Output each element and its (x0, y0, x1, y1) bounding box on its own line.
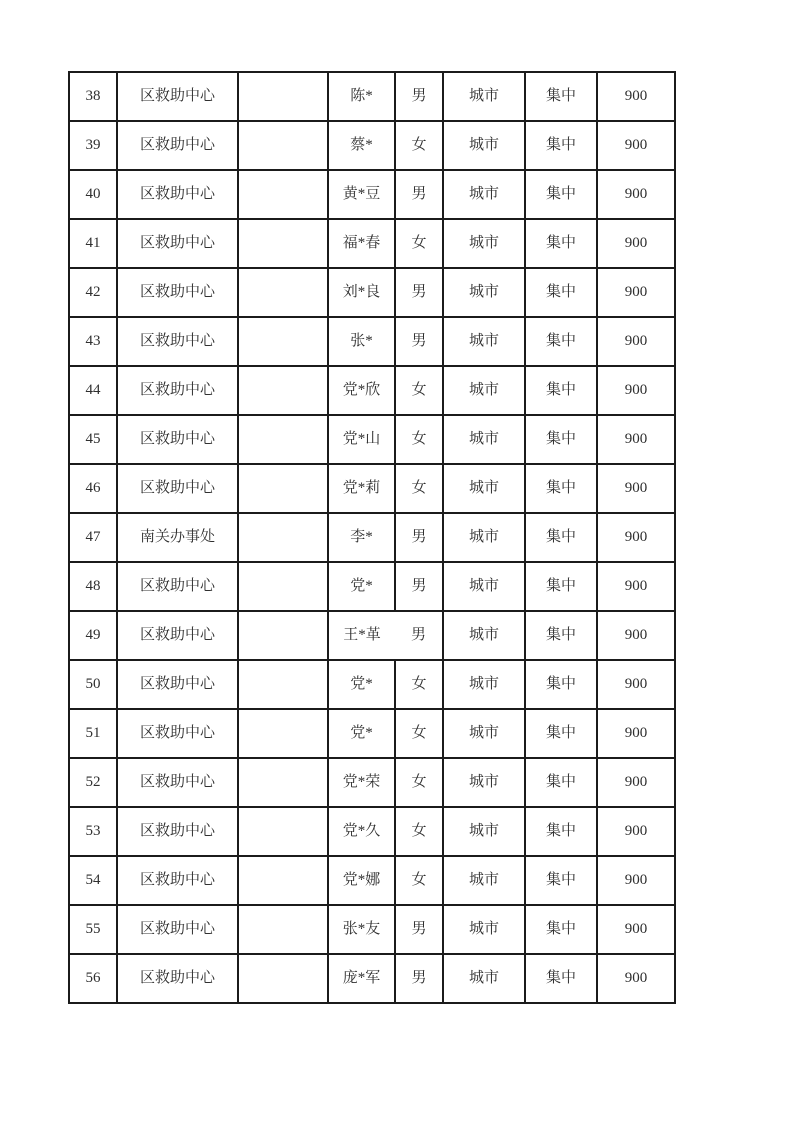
table-row (69, 366, 675, 415)
cell-amount: 900 (597, 905, 675, 954)
cell-extra (238, 856, 328, 905)
cell-method: 集中 (525, 513, 597, 562)
cell-category: 城市 (443, 611, 525, 660)
cell-gender: 男 (395, 268, 443, 317)
cell-no: 44 (69, 366, 117, 415)
cell-name: 张* (328, 317, 395, 366)
cell-no: 55 (69, 905, 117, 954)
cell-no: 43 (69, 317, 117, 366)
cell-amount: 900 (597, 856, 675, 905)
cell-unit: 南关办事处 (117, 513, 238, 562)
cell-method: 集中 (525, 317, 597, 366)
cell-unit: 区救助中心 (117, 121, 238, 170)
cell-extra (238, 660, 328, 709)
table-row (69, 562, 675, 611)
cell-method: 集中 (525, 170, 597, 219)
cell-name: 福*春 (328, 219, 395, 268)
cell-no: 42 (69, 268, 117, 317)
cell-extra (238, 464, 328, 513)
cell-name: 党*欣 (328, 366, 395, 415)
cell-amount: 900 (597, 464, 675, 513)
table-row (69, 611, 675, 660)
cell-method: 集中 (525, 268, 597, 317)
cell-gender: 女 (395, 758, 443, 807)
cell-no: 48 (69, 562, 117, 611)
cell-category: 城市 (443, 905, 525, 954)
cell-no: 41 (69, 219, 117, 268)
cell-gender: 女 (395, 856, 443, 905)
cell-category: 城市 (443, 219, 525, 268)
cell-category: 城市 (443, 709, 525, 758)
cell-no: 40 (69, 170, 117, 219)
table-row (69, 415, 675, 464)
cell-gender: 女 (395, 366, 443, 415)
cell-unit: 区救助中心 (117, 660, 238, 709)
cell-amount: 900 (597, 268, 675, 317)
cell-amount: 900 (597, 170, 675, 219)
cell-name: 党*莉 (328, 464, 395, 513)
cell-name: 党*山 (328, 415, 395, 464)
cell-gender: 男 (395, 562, 443, 611)
table-row (69, 709, 675, 758)
cell-amount: 900 (597, 611, 675, 660)
cell-unit: 区救助中心 (117, 562, 238, 611)
cell-name: 党*娜 (328, 856, 395, 905)
cell-method: 集中 (525, 562, 597, 611)
cell-amount: 900 (597, 513, 675, 562)
cell-amount: 900 (597, 807, 675, 856)
cell-category: 城市 (443, 758, 525, 807)
cell-extra (238, 366, 328, 415)
cell-amount: 900 (597, 219, 675, 268)
table-row (69, 856, 675, 905)
cell-gender: 女 (395, 660, 443, 709)
cell-extra (238, 317, 328, 366)
cell-category: 城市 (443, 317, 525, 366)
cell-extra (238, 121, 328, 170)
cell-gender: 女 (395, 807, 443, 856)
cell-gender: 女 (395, 219, 443, 268)
cell-extra (238, 611, 328, 660)
cell-method: 集中 (525, 709, 597, 758)
table-row (69, 268, 675, 317)
cell-category: 城市 (443, 121, 525, 170)
cell-gender: 男 (395, 170, 443, 219)
cell-unit: 区救助中心 (117, 856, 238, 905)
cell-amount: 900 (597, 415, 675, 464)
table-row (69, 807, 675, 856)
cell-name: 党*久 (328, 807, 395, 856)
cell-no: 51 (69, 709, 117, 758)
cell-unit: 区救助中心 (117, 709, 238, 758)
cell-no: 38 (69, 72, 117, 121)
cell-extra (238, 758, 328, 807)
cell-no: 47 (69, 513, 117, 562)
cell-extra (238, 807, 328, 856)
cell-gender: 女 (395, 464, 443, 513)
aid-recipients-table (68, 71, 676, 1004)
cell-method: 集中 (525, 72, 597, 121)
cell-no: 50 (69, 660, 117, 709)
cell-gender: 男 (395, 954, 443, 1003)
cell-method: 集中 (525, 611, 597, 660)
table-row (69, 219, 675, 268)
cell-method: 集中 (525, 807, 597, 856)
cell-gender: 男 (395, 513, 443, 562)
cell-unit: 区救助中心 (117, 954, 238, 1003)
cell-gender: 男 (395, 905, 443, 954)
cell-unit: 区救助中心 (117, 268, 238, 317)
cell-name: 黄*豆 (328, 170, 395, 219)
cell-method: 集中 (525, 366, 597, 415)
cell-no: 39 (69, 121, 117, 170)
cell-extra (238, 170, 328, 219)
cell-name: 陈* (328, 72, 395, 121)
cell-category: 城市 (443, 856, 525, 905)
cell-category: 城市 (443, 72, 525, 121)
cell-extra (238, 268, 328, 317)
cell-no: 54 (69, 856, 117, 905)
cell-extra (238, 513, 328, 562)
cell-name: 党* (328, 709, 395, 758)
cell-category: 城市 (443, 954, 525, 1003)
table-row (69, 660, 675, 709)
cell-extra (238, 709, 328, 758)
cell-extra (238, 72, 328, 121)
cell-unit: 区救助中心 (117, 170, 238, 219)
cell-no: 53 (69, 807, 117, 856)
cell-amount: 900 (597, 366, 675, 415)
cell-name: 刘*良 (328, 268, 395, 317)
cell-extra (238, 415, 328, 464)
cell-method: 集中 (525, 905, 597, 954)
cell-unit: 区救助中心 (117, 611, 238, 660)
cell-amount: 900 (597, 317, 675, 366)
cell-name: 庞*军 (328, 954, 395, 1003)
table-row (69, 464, 675, 513)
cell-unit: 区救助中心 (117, 807, 238, 856)
cell-category: 城市 (443, 268, 525, 317)
cell-gender: 女 (395, 709, 443, 758)
table-row (69, 905, 675, 954)
cell-method: 集中 (525, 954, 597, 1003)
table-row (69, 72, 675, 121)
cell-no: 45 (69, 415, 117, 464)
cell-name: 张*友 (328, 905, 395, 954)
cell-amount: 900 (597, 562, 675, 611)
cell-unit: 区救助中心 (117, 758, 238, 807)
cell-category: 城市 (443, 366, 525, 415)
cell-name: 党* (328, 562, 395, 611)
cell-name: 党* (328, 660, 395, 709)
table-body (69, 72, 675, 1003)
cell-extra (238, 905, 328, 954)
cell-amount: 900 (597, 121, 675, 170)
cell-name: 蔡* (328, 121, 395, 170)
cell-name: 党*荣 (328, 758, 395, 807)
cell-no: 46 (69, 464, 117, 513)
cell-no: 52 (69, 758, 117, 807)
cell-unit: 区救助中心 (117, 905, 238, 954)
cell-extra (238, 562, 328, 611)
cell-gender: 女 (395, 415, 443, 464)
cell-gender: 男 (395, 611, 443, 660)
cell-gender: 男 (395, 317, 443, 366)
cell-amount: 900 (597, 660, 675, 709)
cell-unit: 区救助中心 (117, 415, 238, 464)
table-row (69, 121, 675, 170)
cell-category: 城市 (443, 415, 525, 464)
cell-category: 城市 (443, 170, 525, 219)
cell-method: 集中 (525, 415, 597, 464)
cell-extra (238, 954, 328, 1003)
cell-category: 城市 (443, 660, 525, 709)
cell-method: 集中 (525, 464, 597, 513)
cell-amount: 900 (597, 72, 675, 121)
table-row (69, 758, 675, 807)
table-row (69, 954, 675, 1003)
cell-category: 城市 (443, 464, 525, 513)
cell-category: 城市 (443, 513, 525, 562)
cell-unit: 区救助中心 (117, 219, 238, 268)
cell-method: 集中 (525, 121, 597, 170)
cell-unit: 区救助中心 (117, 464, 238, 513)
cell-method: 集中 (525, 219, 597, 268)
cell-category: 城市 (443, 807, 525, 856)
cell-extra (238, 219, 328, 268)
table-row (69, 317, 675, 366)
cell-unit: 区救助中心 (117, 317, 238, 366)
cell-category: 城市 (443, 562, 525, 611)
cell-name: 李* (328, 513, 395, 562)
cell-amount: 900 (597, 758, 675, 807)
cell-method: 集中 (525, 758, 597, 807)
table-row (69, 170, 675, 219)
cell-amount: 900 (597, 709, 675, 758)
cell-no: 56 (69, 954, 117, 1003)
cell-method: 集中 (525, 856, 597, 905)
cell-gender: 男 (395, 72, 443, 121)
cell-amount: 900 (597, 954, 675, 1003)
cell-unit: 区救助中心 (117, 72, 238, 121)
table-row (69, 513, 675, 562)
cell-no: 49 (69, 611, 117, 660)
cell-method: 集中 (525, 660, 597, 709)
cell-name: 王*革 (328, 611, 395, 660)
cell-unit: 区救助中心 (117, 366, 238, 415)
cell-gender: 女 (395, 121, 443, 170)
